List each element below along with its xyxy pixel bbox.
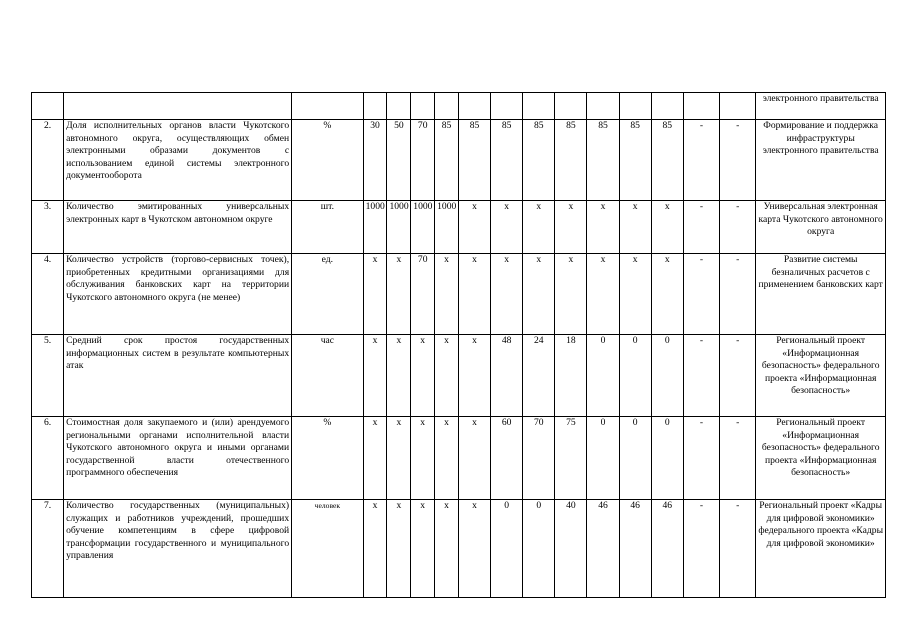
value-cell: х xyxy=(491,201,523,254)
value-cell: х xyxy=(363,254,387,335)
value-cell: 40 xyxy=(555,500,587,598)
value-cell: - xyxy=(683,201,719,254)
value-cell: - xyxy=(720,417,756,500)
value-cell: х xyxy=(555,254,587,335)
value-cell xyxy=(491,93,523,120)
row-number-cell xyxy=(32,93,64,120)
value-cell: х xyxy=(411,500,435,598)
value-cell: 46 xyxy=(587,500,619,598)
indicator-name-cell: Стоимостная доля закупаемого и (или) арендуемого региональными органами исполнительной власти Чукотского автономного округа и иными органами государственной власти отечественного программного обеспечения xyxy=(64,417,292,500)
value-cell xyxy=(523,93,555,120)
value-cell: х xyxy=(387,254,411,335)
value-cell: х xyxy=(587,201,619,254)
table-row-continuation xyxy=(32,93,886,120)
value-cell: х xyxy=(435,417,459,500)
value-cell: 85 xyxy=(458,120,490,201)
value-cell xyxy=(587,93,619,120)
value-cell: 1000 xyxy=(435,201,459,254)
value-cell: х xyxy=(458,201,490,254)
value-cell: х xyxy=(387,417,411,500)
value-cell xyxy=(619,93,651,120)
value-cell: х xyxy=(435,335,459,417)
value-cell: х xyxy=(555,201,587,254)
value-cell: х xyxy=(411,335,435,417)
value-cell: 70 xyxy=(523,417,555,500)
value-cell: 46 xyxy=(619,500,651,598)
value-cell: 1000 xyxy=(363,201,387,254)
table-row xyxy=(32,417,886,500)
value-cell: х xyxy=(458,500,490,598)
value-cell: х xyxy=(523,201,555,254)
value-cell: х xyxy=(587,254,619,335)
value-cell: 50 xyxy=(387,120,411,201)
value-cell: 1000 xyxy=(411,201,435,254)
table-row xyxy=(32,254,886,335)
value-cell xyxy=(435,93,459,120)
value-cell: 60 xyxy=(491,417,523,500)
unit-cell: % xyxy=(292,417,364,500)
value-cell: х xyxy=(491,254,523,335)
value-cell: - xyxy=(720,201,756,254)
value-cell: - xyxy=(683,417,719,500)
value-cell: х xyxy=(387,500,411,598)
value-cell xyxy=(411,93,435,120)
unit-cell: час xyxy=(292,335,364,417)
value-cell: 0 xyxy=(587,417,619,500)
value-cell: х xyxy=(387,335,411,417)
value-cell: 1000 xyxy=(387,201,411,254)
unit-cell xyxy=(292,93,364,120)
row-number-cell: 5. xyxy=(32,335,64,417)
value-cell: - xyxy=(720,120,756,201)
value-cell: - xyxy=(683,254,719,335)
unit-cell: шт. xyxy=(292,201,364,254)
value-cell xyxy=(555,93,587,120)
value-cell: х xyxy=(363,417,387,500)
value-cell: 70 xyxy=(411,120,435,201)
program-cell: Региональный проект «Информационная безопасность» федерального проекта «Информационная безопасность» xyxy=(756,335,886,417)
value-cell: 0 xyxy=(651,335,683,417)
value-cell: 46 xyxy=(651,500,683,598)
table-row xyxy=(32,201,886,254)
table-row xyxy=(32,120,886,201)
value-cell: 24 xyxy=(523,335,555,417)
row-number-cell: 6. xyxy=(32,417,64,500)
program-cell: электронного правительства xyxy=(756,93,886,120)
table-row xyxy=(32,335,886,417)
indicator-name-cell: Количество устройств (торгово-сервисных точек), приобретенных кредитными организациями для обслуживания банковских карт на территории Чукотского автономного округа (не менее) xyxy=(64,254,292,335)
value-cell: х xyxy=(458,254,490,335)
value-cell: х xyxy=(363,500,387,598)
value-cell xyxy=(720,93,756,120)
row-number-cell: 3. xyxy=(32,201,64,254)
program-cell: Региональный проект «Информационная безопасность» федерального проекта «Информационная безопасность» xyxy=(756,417,886,500)
value-cell: - xyxy=(683,335,719,417)
value-cell: 0 xyxy=(651,417,683,500)
value-cell: 30 xyxy=(363,120,387,201)
value-cell: 0 xyxy=(587,335,619,417)
unit-cell: человек xyxy=(292,500,364,598)
value-cell: - xyxy=(720,335,756,417)
value-cell: х xyxy=(411,417,435,500)
value-cell: х xyxy=(619,201,651,254)
row-number-cell: 4. xyxy=(32,254,64,335)
value-cell: х xyxy=(523,254,555,335)
value-cell: 85 xyxy=(523,120,555,201)
program-cell: Развитие системы безналичных расчетов с применением банковских карт xyxy=(756,254,886,335)
value-cell: 0 xyxy=(491,500,523,598)
program-cell: Региональный проект «Кадры для цифровой экономики» федерального проекта «Кадры для цифровой экономики» xyxy=(756,500,886,598)
value-cell: х xyxy=(651,201,683,254)
value-cell: - xyxy=(683,120,719,201)
value-cell: х xyxy=(458,417,490,500)
value-cell: - xyxy=(683,500,719,598)
value-cell: 18 xyxy=(555,335,587,417)
value-cell: 0 xyxy=(619,335,651,417)
value-cell: 85 xyxy=(491,120,523,201)
row-number-cell: 2. xyxy=(32,120,64,201)
table-row xyxy=(32,500,886,598)
row-number-cell: 7. xyxy=(32,500,64,598)
value-cell: - xyxy=(720,500,756,598)
value-cell: 85 xyxy=(555,120,587,201)
value-cell xyxy=(651,93,683,120)
value-cell: х xyxy=(458,335,490,417)
program-cell: Универсальная электронная карта Чукотского автономного округа xyxy=(756,201,886,254)
value-cell: х xyxy=(619,254,651,335)
value-cell: 75 xyxy=(555,417,587,500)
indicator-name-cell: Количество государственных (муниципальных) служащих и работников учреждений, прошедших обучение компетенциям в сфере цифровой трансформации государственного и муниципального управления xyxy=(64,500,292,598)
indicator-name-cell: Доля исполнительных органов власти Чукотского автономного округа, осуществляющих обмен электронными образами документов с использованием единой системы электронного документооборота xyxy=(64,120,292,201)
indicator-name-cell: Средний срок простоя государственных информационных систем в результате компьютерных атак xyxy=(64,335,292,417)
value-cell xyxy=(387,93,411,120)
indicator-name-cell: Количество эмитированных универсальных электронных карт в Чукотском автономном округе xyxy=(64,201,292,254)
program-cell: Формирование и поддержка инфраструктуры электронного правительства xyxy=(756,120,886,201)
indicators-table xyxy=(31,92,886,598)
value-cell: - xyxy=(720,254,756,335)
value-cell: х xyxy=(651,254,683,335)
indicator-name-cell xyxy=(64,93,292,120)
value-cell: х xyxy=(435,254,459,335)
unit-cell: ед. xyxy=(292,254,364,335)
value-cell xyxy=(363,93,387,120)
value-cell: 0 xyxy=(619,417,651,500)
value-cell: х xyxy=(363,335,387,417)
value-cell: 48 xyxy=(491,335,523,417)
value-cell xyxy=(683,93,719,120)
value-cell xyxy=(458,93,490,120)
value-cell: 85 xyxy=(587,120,619,201)
value-cell: х xyxy=(435,500,459,598)
unit-cell: % xyxy=(292,120,364,201)
value-cell: 85 xyxy=(435,120,459,201)
value-cell: 70 xyxy=(411,254,435,335)
value-cell: 85 xyxy=(619,120,651,201)
value-cell: 0 xyxy=(523,500,555,598)
value-cell: 85 xyxy=(651,120,683,201)
